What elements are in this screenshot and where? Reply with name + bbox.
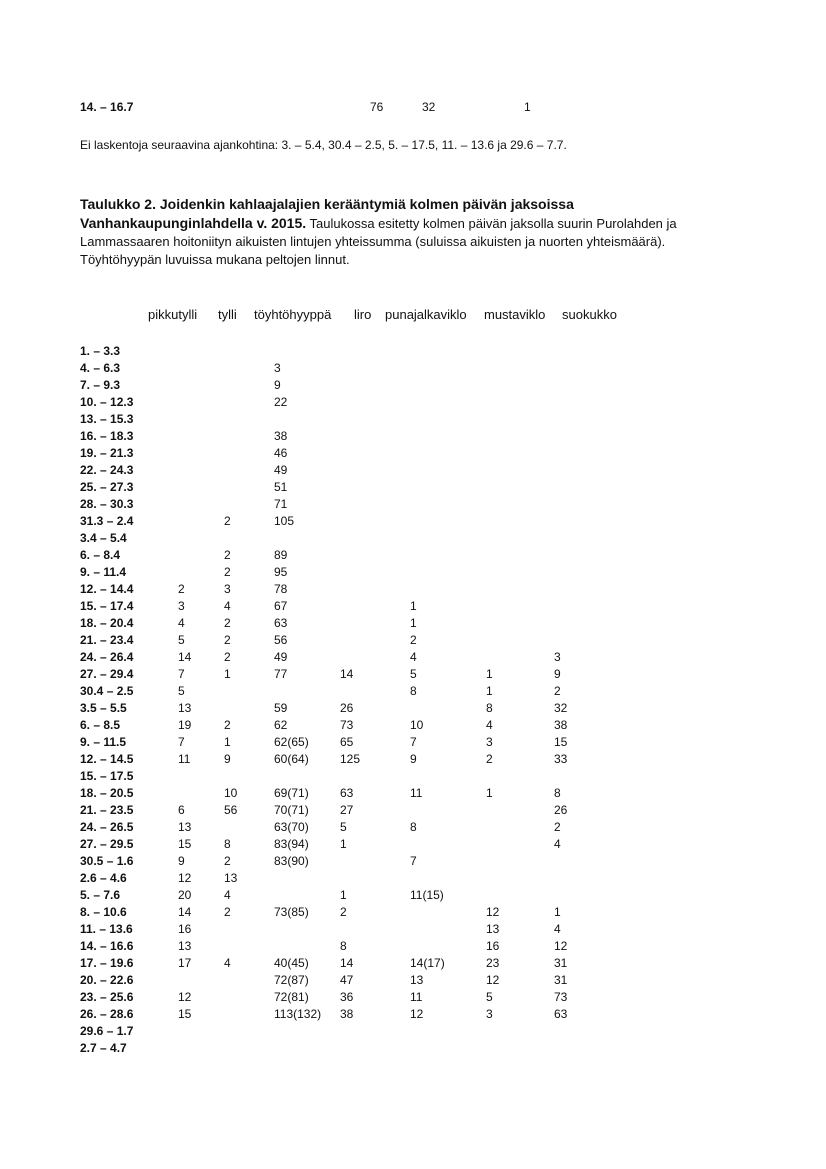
cell-pikkutylli: 5 <box>178 633 185 647</box>
cell-liro: 8 <box>340 939 347 953</box>
cell-suokukko: 9 <box>554 667 561 681</box>
cell-t-yht-hyypp-: 83(90) <box>274 854 309 868</box>
cell-t-yht-hyypp-: 78 <box>274 582 288 596</box>
row-date: 2.7 – 4.7 <box>80 1041 127 1055</box>
cell-liro: 65 <box>340 735 354 749</box>
row-date: 5. – 7.6 <box>80 888 121 902</box>
cell-mustaviklo: 1 <box>486 684 493 698</box>
cell-t-yht-hyypp-: 22 <box>274 395 288 409</box>
cell-liro: 14 <box>340 956 354 970</box>
column-header: töyhtöhyyppä <box>254 307 332 322</box>
row-date: 10. – 12.3 <box>80 395 134 409</box>
cell-tylli: 2 <box>224 854 231 868</box>
cell-liro: 14 <box>340 667 354 681</box>
row-date: 30.4 – 2.5 <box>80 684 134 698</box>
cell-t-yht-hyypp-: 38 <box>274 429 288 443</box>
cell-tylli: 2 <box>224 633 231 647</box>
table-row <box>0 972 826 989</box>
row-date: 20. – 22.6 <box>80 973 134 987</box>
row-date: 12. – 14.4 <box>80 582 134 596</box>
top-row-date: 14. – 16.7 <box>80 100 134 114</box>
cell-t-yht-hyypp-: 63(70) <box>274 820 309 834</box>
cell-liro: 1 <box>340 837 347 851</box>
cell-pikkutylli: 7 <box>178 667 185 681</box>
table-row <box>0 836 826 853</box>
row-date: 15. – 17.5 <box>80 769 134 783</box>
cell-punajalkaviklo: 5 <box>410 667 417 681</box>
cell-pikkutylli: 20 <box>178 888 192 902</box>
column-header: punajalkaviklo <box>385 307 467 322</box>
table-row <box>0 445 826 462</box>
table-row <box>0 802 826 819</box>
cell-liro: 5 <box>340 820 347 834</box>
cell-tylli: 2 <box>224 616 231 630</box>
table-row <box>0 649 826 666</box>
cell-suokukko: 73 <box>554 990 568 1004</box>
cell-punajalkaviklo: 11(15) <box>410 888 444 902</box>
cell-t-yht-hyypp-: 89 <box>274 548 288 562</box>
cell-t-yht-hyypp-: 70(71) <box>274 803 309 817</box>
cell-t-yht-hyypp-: 72(81) <box>274 990 309 1004</box>
cell-pikkutylli: 12 <box>178 871 192 885</box>
top-row-value: 76 <box>370 100 384 114</box>
column-header: suokukko <box>562 307 617 322</box>
row-date: 3.5 – 5.5 <box>80 701 127 715</box>
cell-mustaviklo: 13 <box>486 922 500 936</box>
cell-mustaviklo: 1 <box>486 667 493 681</box>
cell-t-yht-hyypp-: 40(45) <box>274 956 309 970</box>
cell-suokukko: 2 <box>554 684 561 698</box>
cell-suokukko: 1 <box>554 905 561 919</box>
cell-pikkutylli: 15 <box>178 837 192 851</box>
cell-mustaviklo: 1 <box>486 786 493 800</box>
cell-mustaviklo: 23 <box>486 956 500 970</box>
row-date: 14. – 16.6 <box>80 939 134 953</box>
row-date: 18. – 20.5 <box>80 786 134 800</box>
cell-tylli: 2 <box>224 650 231 664</box>
cell-mustaviklo: 3 <box>486 735 493 749</box>
cell-pikkutylli: 5 <box>178 684 185 698</box>
cell-t-yht-hyypp-: 62 <box>274 718 288 732</box>
row-date: 29.6 – 1.7 <box>80 1024 134 1038</box>
row-date: 8. – 10.6 <box>80 905 127 919</box>
row-date: 13. – 15.3 <box>80 412 134 426</box>
row-date: 28. – 30.3 <box>80 497 134 511</box>
cell-tylli: 2 <box>224 514 231 528</box>
row-date: 9. – 11.5 <box>80 735 127 749</box>
row-date: 24. – 26.5 <box>80 820 134 834</box>
row-date: 9. – 11.4 <box>80 565 127 579</box>
table-row <box>0 921 826 938</box>
cell-tylli: 9 <box>224 752 231 766</box>
cell-mustaviklo: 5 <box>486 990 493 1004</box>
cell-tylli: 13 <box>224 871 238 885</box>
table-row <box>0 751 826 768</box>
cell-pikkutylli: 7 <box>178 735 185 749</box>
table-row <box>0 1006 826 1023</box>
top-row-value: 1 <box>524 100 531 114</box>
cell-mustaviklo: 8 <box>486 701 493 715</box>
cell-pikkutylli: 19 <box>178 718 192 732</box>
table-row <box>0 768 826 785</box>
table-row <box>0 955 826 972</box>
table-row <box>0 666 826 683</box>
cell-pikkutylli: 15 <box>178 1007 192 1021</box>
cell-tylli: 3 <box>224 582 231 596</box>
cell-t-yht-hyypp-: 60(64) <box>274 752 309 766</box>
cell-tylli: 4 <box>224 888 231 902</box>
table-row <box>0 1040 826 1057</box>
cell-suokukko: 63 <box>554 1007 568 1021</box>
cell-t-yht-hyypp-: 49 <box>274 463 288 477</box>
caption-text: Lammassaaren hoitoniityn aikuisten lintujen yhteissumma (suluissa aikuisten ja nuorten yhteismäärä). <box>80 234 666 249</box>
cell-tylli: 2 <box>224 718 231 732</box>
table-row <box>0 462 826 479</box>
cell-liro: 47 <box>340 973 354 987</box>
row-date: 17. – 19.6 <box>80 956 134 970</box>
cell-liro: 1 <box>340 888 347 902</box>
cell-punajalkaviklo: 1 <box>410 616 417 630</box>
cell-liro: 36 <box>340 990 354 1004</box>
cell-liro: 27 <box>340 803 354 817</box>
table-row <box>0 496 826 513</box>
cell-t-yht-hyypp-: 49 <box>274 650 288 664</box>
cell-pikkutylli: 14 <box>178 650 192 664</box>
row-date: 4. – 6.3 <box>80 361 121 375</box>
cell-pikkutylli: 16 <box>178 922 192 936</box>
cell-suokukko: 4 <box>554 922 561 936</box>
cell-suokukko: 32 <box>554 701 568 715</box>
cell-pikkutylli: 13 <box>178 820 192 834</box>
table-caption <box>80 195 770 269</box>
table-row <box>0 394 826 411</box>
cell-tylli: 1 <box>224 735 231 749</box>
table-row <box>0 1023 826 1040</box>
row-date: 1. – 3.3 <box>80 344 121 358</box>
table-row <box>0 717 826 734</box>
cell-punajalkaviklo: 1 <box>410 599 417 613</box>
cell-punajalkaviklo: 7 <box>410 854 417 868</box>
row-date: 23. – 25.6 <box>80 990 134 1004</box>
cell-suokukko: 3 <box>554 650 561 664</box>
cell-tylli: 10 <box>224 786 238 800</box>
cell-punajalkaviklo: 14(17) <box>410 956 445 970</box>
cell-t-yht-hyypp-: 59 <box>274 701 288 715</box>
table-row <box>0 479 826 496</box>
table-row <box>0 683 826 700</box>
table-row <box>0 530 826 547</box>
cell-suokukko: 2 <box>554 820 561 834</box>
row-date: 31.3 – 2.4 <box>80 514 134 528</box>
top-row <box>0 99 826 115</box>
table-row <box>0 938 826 955</box>
row-date: 30.5 – 1.6 <box>80 854 134 868</box>
cell-liro: 63 <box>340 786 354 800</box>
cell-t-yht-hyypp-: 71 <box>274 497 288 511</box>
cell-mustaviklo: 4 <box>486 718 493 732</box>
cell-t-yht-hyypp-: 83(94) <box>274 837 309 851</box>
row-date: 16. – 18.3 <box>80 429 134 443</box>
cell-t-yht-hyypp-: 113(132) <box>274 1007 322 1021</box>
cell-mustaviklo: 3 <box>486 1007 493 1021</box>
top-row-value: 32 <box>422 100 436 114</box>
caption-title: Taulukko 2. Joidenkin kahlaajalajien kerääntymiä kolmen päivän jaksoissa <box>80 196 574 212</box>
cell-punajalkaviklo: 13 <box>410 973 424 987</box>
table-row <box>0 360 826 377</box>
cell-punajalkaviklo: 2 <box>410 633 417 647</box>
row-date: 6. – 8.5 <box>80 718 121 732</box>
cell-tylli: 2 <box>224 905 231 919</box>
cell-liro: 73 <box>340 718 354 732</box>
cell-liro: 2 <box>340 905 347 919</box>
column-header: pikkutylli <box>148 307 198 322</box>
table-row <box>0 989 826 1006</box>
cell-tylli: 1 <box>224 667 231 681</box>
cell-punajalkaviklo: 7 <box>410 735 417 749</box>
row-date: 22. – 24.3 <box>80 463 134 477</box>
column-header: liro <box>354 307 372 322</box>
cell-t-yht-hyypp-: 9 <box>274 378 281 392</box>
cell-t-yht-hyypp-: 51 <box>274 480 288 494</box>
row-date: 12. – 14.5 <box>80 752 134 766</box>
cell-tylli: 2 <box>224 565 231 579</box>
cell-tylli: 8 <box>224 837 231 851</box>
cell-pikkutylli: 17 <box>178 956 192 970</box>
table-header <box>0 307 826 325</box>
table-row <box>0 428 826 445</box>
cell-tylli: 4 <box>224 956 231 970</box>
row-date: 25. – 27.3 <box>80 480 134 494</box>
cell-suokukko: 33 <box>554 752 568 766</box>
row-date: 7. – 9.3 <box>80 378 121 392</box>
cell-punajalkaviklo: 8 <box>410 684 417 698</box>
cell-pikkutylli: 6 <box>178 803 185 817</box>
cell-punajalkaviklo: 11 <box>410 786 423 800</box>
table-row <box>0 598 826 615</box>
table-row <box>0 632 826 649</box>
cell-t-yht-hyypp-: 95 <box>274 565 288 579</box>
table-row <box>0 411 826 428</box>
row-date: 11. – 13.6 <box>80 922 133 936</box>
row-date: 6. – 8.4 <box>80 548 121 562</box>
row-date: 21. – 23.4 <box>80 633 134 647</box>
cell-suokukko: 31 <box>554 956 568 970</box>
cell-suokukko: 8 <box>554 786 561 800</box>
cell-pikkutylli: 12 <box>178 990 192 1004</box>
table-row <box>0 513 826 530</box>
table-row <box>0 904 826 921</box>
table-row <box>0 700 826 717</box>
cell-suokukko: 12 <box>554 939 568 953</box>
cell-tylli: 4 <box>224 599 231 613</box>
cell-liro: 26 <box>340 701 354 715</box>
row-date: 3.4 – 5.4 <box>80 531 127 545</box>
cell-punajalkaviklo: 4 <box>410 650 417 664</box>
cell-pikkutylli: 4 <box>178 616 185 630</box>
row-date: 27. – 29.5 <box>80 837 134 851</box>
cell-t-yht-hyypp-: 67 <box>274 599 288 613</box>
cell-pikkutylli: 11 <box>178 752 191 766</box>
table-row <box>0 377 826 394</box>
table-row <box>0 819 826 836</box>
table-row <box>0 343 826 360</box>
cell-suokukko: 38 <box>554 718 568 732</box>
row-date: 27. – 29.4 <box>80 667 134 681</box>
row-date: 15. – 17.4 <box>80 599 134 613</box>
table-row <box>0 564 826 581</box>
cell-t-yht-hyypp-: 3 <box>274 361 281 375</box>
cell-mustaviklo: 12 <box>486 973 500 987</box>
table-row <box>0 887 826 904</box>
cell-suokukko: 31 <box>554 973 568 987</box>
table-row <box>0 785 826 802</box>
cell-punajalkaviklo: 12 <box>410 1007 424 1021</box>
cell-punajalkaviklo: 9 <box>410 752 417 766</box>
cell-suokukko: 26 <box>554 803 568 817</box>
cell-punajalkaviklo: 8 <box>410 820 417 834</box>
cell-t-yht-hyypp-: 46 <box>274 446 288 460</box>
cell-pikkutylli: 2 <box>178 582 185 596</box>
missing-counts-note: Ei laskentoja seuraavina ajankohtina: 3. – 5.4, 30.4 – 2.5, 5. – 17.5, 11. – 13.6 ja 29.6 – 7.7. <box>80 138 567 152</box>
column-header: mustaviklo <box>484 307 546 322</box>
cell-punajalkaviklo: 11 <box>410 990 423 1004</box>
caption-title: Vanhankaupunginlahdella v. 2015. <box>80 215 307 231</box>
cell-mustaviklo: 16 <box>486 939 500 953</box>
cell-suokukko: 4 <box>554 837 561 851</box>
cell-pikkutylli: 3 <box>178 599 185 613</box>
cell-liro: 125 <box>340 752 361 766</box>
row-date: 2.6 – 4.6 <box>80 871 127 885</box>
table-row <box>0 734 826 751</box>
table-row <box>0 615 826 632</box>
cell-mustaviklo: 2 <box>486 752 493 766</box>
table-row <box>0 547 826 564</box>
table-row <box>0 581 826 598</box>
cell-pikkutylli: 13 <box>178 939 192 953</box>
cell-t-yht-hyypp-: 77 <box>274 667 288 681</box>
row-date: 21. – 23.5 <box>80 803 134 817</box>
cell-punajalkaviklo: 10 <box>410 718 424 732</box>
cell-pikkutylli: 9 <box>178 854 185 868</box>
cell-t-yht-hyypp-: 62(65) <box>274 735 309 749</box>
column-header: tylli <box>218 307 237 322</box>
row-date: 18. – 20.4 <box>80 616 134 630</box>
caption-text: Töyhtöhyypän luvuissa mukana peltojen linnut. <box>80 252 350 267</box>
row-date: 24. – 26.4 <box>80 650 134 664</box>
row-date: 19. – 21.3 <box>80 446 134 460</box>
cell-mustaviklo: 12 <box>486 905 500 919</box>
cell-pikkutylli: 13 <box>178 701 192 715</box>
cell-tylli: 56 <box>224 803 238 817</box>
cell-liro: 38 <box>340 1007 354 1021</box>
cell-t-yht-hyypp-: 69(71) <box>274 786 309 800</box>
cell-pikkutylli: 14 <box>178 905 192 919</box>
caption-text: Taulukossa esitetty kolmen päivän jaksolla suurin Purolahden ja <box>306 216 677 231</box>
cell-t-yht-hyypp-: 63 <box>274 616 288 630</box>
cell-t-yht-hyypp-: 56 <box>274 633 288 647</box>
table-row <box>0 853 826 870</box>
cell-t-yht-hyypp-: 73(85) <box>274 905 309 919</box>
cell-t-yht-hyypp-: 105 <box>274 514 295 528</box>
row-date: 26. – 28.6 <box>80 1007 134 1021</box>
table-row <box>0 870 826 887</box>
cell-suokukko: 15 <box>554 735 568 749</box>
cell-tylli: 2 <box>224 548 231 562</box>
cell-t-yht-hyypp-: 72(87) <box>274 973 309 987</box>
